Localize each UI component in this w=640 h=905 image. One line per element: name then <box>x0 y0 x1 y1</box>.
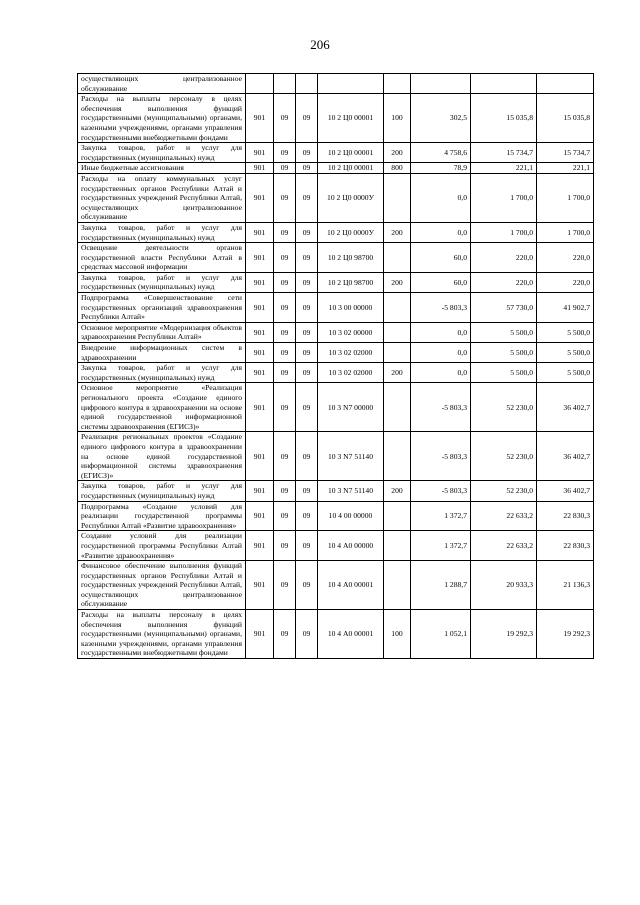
row-section-cell: 09 <box>274 561 296 610</box>
row-name-cell: Иные бюджетные ассигнования <box>78 163 246 174</box>
row-section-cell: 09 <box>274 272 296 292</box>
row-section-cell: 09 <box>274 531 296 561</box>
row-amount-1-cell: 1 372,7 <box>411 501 471 531</box>
row-amount-3-cell: 1 700,0 <box>537 222 594 242</box>
table-row <box>78 363 594 383</box>
row-grbs-cell: 901 <box>246 94 274 143</box>
row-name-cell: Освещение деятельности органов государственной власти Республики Алтай в средствах массовой информации <box>78 243 246 273</box>
row-amount-1-cell: -5 803,3 <box>411 432 471 481</box>
row-target-article-cell: 10 3 02 02000 <box>318 343 384 363</box>
row-amount-1-cell: 1 052,1 <box>411 610 471 659</box>
row-amount-3-cell: 22 830,3 <box>537 501 594 531</box>
row-subsection-cell: 09 <box>296 243 318 273</box>
table-row <box>78 143 594 163</box>
row-amount-1-cell: 0,0 <box>411 363 471 383</box>
row-subsection-cell: 09 <box>296 363 318 383</box>
table-row <box>78 322 594 342</box>
row-amount-2-cell: 15 734,7 <box>471 143 537 163</box>
row-name-cell: Закупка товаров, работ и услуг для государственных (муниципальных) нужд <box>78 143 246 163</box>
budget-table-body <box>78 74 594 659</box>
row-expense-type-cell <box>384 383 411 432</box>
row-expense-type-cell <box>384 293 411 323</box>
row-target-article-cell: 10 2 Ц0 98700 <box>318 243 384 273</box>
row-amount-2-cell: 57 730,0 <box>471 293 537 323</box>
row-amount-3-cell: 22 830,3 <box>537 531 594 561</box>
row-section-cell: 09 <box>274 163 296 174</box>
row-name-cell: Закупка товаров, работ и услуг для государственных (муниципальных) нужд <box>78 272 246 292</box>
row-amount-1-cell: 60,0 <box>411 243 471 273</box>
row-expense-type-cell <box>384 343 411 363</box>
row-grbs-cell: 901 <box>246 243 274 273</box>
row-section-cell: 09 <box>274 94 296 143</box>
row-target-article-cell: 10 2 Ц0 0000У <box>318 173 384 222</box>
row-expense-type-cell <box>384 243 411 273</box>
row-amount-1-cell: 1 288,7 <box>411 561 471 610</box>
row-amount-1-cell: 78,9 <box>411 163 471 174</box>
row-target-article-cell: 10 2 Ц0 00001 <box>318 163 384 174</box>
row-amount-3-cell: 1 700,0 <box>537 173 594 222</box>
row-amount-3-cell <box>537 74 594 94</box>
row-amount-2-cell: 22 633,2 <box>471 501 537 531</box>
row-name-cell: Расходы на выплаты персоналу в целях обеспечения выполнения функций государственными (муниципальными) органами, казенными учреждениями, органами управления государственными внебюджетными фондами <box>78 94 246 143</box>
row-expense-type-cell <box>384 432 411 481</box>
table-row <box>78 94 594 143</box>
row-target-article-cell: 10 4 А0 00001 <box>318 610 384 659</box>
row-section-cell: 09 <box>274 343 296 363</box>
row-section-cell: 09 <box>274 322 296 342</box>
row-name-cell: Основное мероприятие «Реализация регионального проекта «Создание единого цифрового контура в здравоохранении на основе единой государственной информационной системы здравоохранения (ЕГИСЗ)» <box>78 383 246 432</box>
row-grbs-cell: 901 <box>246 481 274 501</box>
row-section-cell: 09 <box>274 222 296 242</box>
row-subsection-cell: 09 <box>296 94 318 143</box>
row-section-cell: 09 <box>274 143 296 163</box>
row-amount-1-cell: 302,5 <box>411 94 471 143</box>
row-amount-3-cell: 21 136,3 <box>537 561 594 610</box>
row-expense-type-cell: 200 <box>384 363 411 383</box>
row-amount-1-cell: 0,0 <box>411 222 471 242</box>
row-section-cell: 09 <box>274 383 296 432</box>
row-subsection-cell: 09 <box>296 173 318 222</box>
row-subsection-cell: 09 <box>296 501 318 531</box>
row-amount-2-cell <box>471 74 537 94</box>
row-section-cell: 09 <box>274 481 296 501</box>
table-row <box>78 561 594 610</box>
page-number: 206 <box>310 37 330 52</box>
row-expense-type-cell <box>384 501 411 531</box>
row-subsection-cell: 09 <box>296 432 318 481</box>
table-row <box>78 243 594 273</box>
row-amount-3-cell: 220,0 <box>537 272 594 292</box>
table-row <box>78 173 594 222</box>
row-target-article-cell: 10 3 00 00000 <box>318 293 384 323</box>
row-subsection-cell: 09 <box>296 293 318 323</box>
row-expense-type-cell <box>384 173 411 222</box>
row-amount-2-cell: 5 500,0 <box>471 363 537 383</box>
row-grbs-cell: 901 <box>246 363 274 383</box>
row-amount-3-cell: 15 734,7 <box>537 143 594 163</box>
row-grbs-cell: 901 <box>246 163 274 174</box>
row-target-article-cell: 10 2 Ц0 0000У <box>318 222 384 242</box>
row-amount-1-cell: 0,0 <box>411 322 471 342</box>
row-name-cell: осуществляющих централизованное обслуживание <box>78 74 246 94</box>
row-subsection-cell: 09 <box>296 383 318 432</box>
table-row <box>78 610 594 659</box>
table-row <box>78 163 594 174</box>
row-grbs-cell: 901 <box>246 272 274 292</box>
row-subsection-cell <box>296 74 318 94</box>
row-amount-2-cell: 22 633,2 <box>471 531 537 561</box>
row-grbs-cell: 901 <box>246 561 274 610</box>
row-amount-2-cell: 15 035,8 <box>471 94 537 143</box>
row-subsection-cell: 09 <box>296 163 318 174</box>
row-amount-2-cell: 220,0 <box>471 243 537 273</box>
table-row <box>78 383 594 432</box>
row-expense-type-cell: 200 <box>384 222 411 242</box>
row-target-article-cell: 10 4 00 00000 <box>318 501 384 531</box>
row-grbs-cell: 901 <box>246 383 274 432</box>
row-amount-2-cell: 52 230,0 <box>471 383 537 432</box>
row-name-cell: Реализация региональных проектов «Создание единого цифрового контура в здравоохранении на основе единой государственной информационной системы здравоохранения (ЕГИСЗ)» <box>78 432 246 481</box>
row-grbs-cell: 901 <box>246 222 274 242</box>
row-target-article-cell: 10 4 А0 00000 <box>318 531 384 561</box>
row-amount-3-cell: 36 402,7 <box>537 383 594 432</box>
row-target-article-cell: 10 2 Ц0 98700 <box>318 272 384 292</box>
row-amount-3-cell: 36 402,7 <box>537 481 594 501</box>
row-amount-3-cell: 41 902,7 <box>537 293 594 323</box>
table-row <box>78 501 594 531</box>
row-subsection-cell: 09 <box>296 531 318 561</box>
row-amount-2-cell: 1 700,0 <box>471 222 537 242</box>
row-amount-1-cell: -5 803,3 <box>411 481 471 501</box>
row-target-article-cell: 10 3 N7 00000 <box>318 383 384 432</box>
row-expense-type-cell: 200 <box>384 143 411 163</box>
row-grbs-cell: 901 <box>246 531 274 561</box>
row-amount-3-cell: 221,1 <box>537 163 594 174</box>
row-subsection-cell: 09 <box>296 610 318 659</box>
row-subsection-cell: 09 <box>296 561 318 610</box>
row-section-cell: 09 <box>274 432 296 481</box>
row-amount-2-cell: 5 500,0 <box>471 343 537 363</box>
row-target-article-cell: 10 3 02 00000 <box>318 322 384 342</box>
row-name-cell: Основное мероприятие «Модернизация объектов здравоохранения Республики Алтай» <box>78 322 246 342</box>
row-subsection-cell: 09 <box>296 481 318 501</box>
row-name-cell: Расходы на выплаты персоналу в целях обеспечения выполнения функций государственными (муниципальными) органами, казенными учреждениями, органами управления государственными внебюджетными фондами <box>78 610 246 659</box>
row-subsection-cell: 09 <box>296 322 318 342</box>
budget-table <box>77 73 594 659</box>
table-row <box>78 432 594 481</box>
row-section-cell: 09 <box>274 501 296 531</box>
row-expense-type-cell: 200 <box>384 272 411 292</box>
row-name-cell: Финансовое обеспечение выполнения функций государственных органов Республики Алтай и государственных учреждений Республики Алтай, осуществляющих централизованное обслуживание <box>78 561 246 610</box>
row-amount-1-cell: 1 372,7 <box>411 531 471 561</box>
row-target-article-cell: 10 4 А0 00001 <box>318 561 384 610</box>
row-amount-3-cell: 36 402,7 <box>537 432 594 481</box>
row-amount-1-cell: 4 758,6 <box>411 143 471 163</box>
row-target-article-cell: 10 3 N7 51140 <box>318 481 384 501</box>
row-amount-3-cell: 15 035,8 <box>537 94 594 143</box>
row-expense-type-cell: 800 <box>384 163 411 174</box>
row-name-cell: Закупка товаров, работ и услуг для государственных (муниципальных) нужд <box>78 363 246 383</box>
row-amount-3-cell: 5 500,0 <box>537 322 594 342</box>
row-amount-1-cell: 60,0 <box>411 272 471 292</box>
row-amount-2-cell: 20 933,3 <box>471 561 537 610</box>
row-section-cell: 09 <box>274 610 296 659</box>
row-section-cell <box>274 74 296 94</box>
row-amount-2-cell: 221,1 <box>471 163 537 174</box>
row-subsection-cell: 09 <box>296 343 318 363</box>
row-amount-1-cell: 0,0 <box>411 343 471 363</box>
row-amount-2-cell: 52 230,0 <box>471 481 537 501</box>
row-target-article-cell: 10 2 Ц0 00001 <box>318 143 384 163</box>
row-name-cell: Закупка товаров, работ и услуг для государственных (муниципальных) нужд <box>78 222 246 242</box>
row-expense-type-cell <box>384 74 411 94</box>
table-row <box>78 74 594 94</box>
row-name-cell: Внедрение информационных систем в здравоохранении <box>78 343 246 363</box>
row-expense-type-cell <box>384 322 411 342</box>
row-subsection-cell: 09 <box>296 143 318 163</box>
row-name-cell: Расходы на оплату коммунальных услуг государственных органов Республики Алтай и государственных учреждений Республики Алтай, осуществляющих централизованное обслуживание <box>78 173 246 222</box>
table-row <box>78 222 594 242</box>
row-amount-1-cell: -5 803,3 <box>411 293 471 323</box>
row-subsection-cell: 09 <box>296 222 318 242</box>
row-grbs-cell: 901 <box>246 501 274 531</box>
row-expense-type-cell: 100 <box>384 94 411 143</box>
table-row <box>78 272 594 292</box>
row-name-cell: Подпрограмма «Совершенствование сети государственных организаций здравоохранения Республики Алтай» <box>78 293 246 323</box>
row-amount-3-cell: 19 292,3 <box>537 610 594 659</box>
row-amount-2-cell: 1 700,0 <box>471 173 537 222</box>
row-target-article-cell <box>318 74 384 94</box>
row-grbs-cell: 901 <box>246 343 274 363</box>
row-name-cell: Подпрограмма «Создание условий для реализации государственной программы Республики Алтай «Развитие здравоохранения» <box>78 501 246 531</box>
row-target-article-cell: 10 3 02 02000 <box>318 363 384 383</box>
row-amount-1-cell: 0,0 <box>411 173 471 222</box>
row-name-cell: Закупка товаров, работ и услуг для государственных (муниципальных) нужд <box>78 481 246 501</box>
row-section-cell: 09 <box>274 173 296 222</box>
row-section-cell: 09 <box>274 293 296 323</box>
row-expense-type-cell <box>384 531 411 561</box>
row-grbs-cell: 901 <box>246 610 274 659</box>
row-amount-2-cell: 5 500,0 <box>471 322 537 342</box>
row-name-cell: Создание условий для реализации государственной программы Республики Алтай «Развитие здравоохранения» <box>78 531 246 561</box>
row-amount-2-cell: 220,0 <box>471 272 537 292</box>
row-grbs-cell: 901 <box>246 293 274 323</box>
row-grbs-cell: 901 <box>246 143 274 163</box>
row-amount-3-cell: 220,0 <box>537 243 594 273</box>
row-section-cell: 09 <box>274 243 296 273</box>
row-target-article-cell: 10 2 Ц0 00001 <box>318 94 384 143</box>
row-expense-type-cell: 100 <box>384 610 411 659</box>
table-row <box>78 481 594 501</box>
row-amount-1-cell <box>411 74 471 94</box>
row-section-cell: 09 <box>274 363 296 383</box>
table-row <box>78 343 594 363</box>
row-amount-1-cell: -5 803,3 <box>411 383 471 432</box>
row-grbs-cell: 901 <box>246 322 274 342</box>
table-row <box>78 293 594 323</box>
row-amount-3-cell: 5 500,0 <box>537 363 594 383</box>
row-amount-3-cell: 5 500,0 <box>537 343 594 363</box>
row-target-article-cell: 10 3 N7 51140 <box>318 432 384 481</box>
row-subsection-cell: 09 <box>296 272 318 292</box>
row-amount-2-cell: 19 292,3 <box>471 610 537 659</box>
row-grbs-cell <box>246 74 274 94</box>
row-amount-2-cell: 52 230,0 <box>471 432 537 481</box>
row-expense-type-cell: 200 <box>384 481 411 501</box>
row-grbs-cell: 901 <box>246 432 274 481</box>
row-expense-type-cell <box>384 561 411 610</box>
row-grbs-cell: 901 <box>246 173 274 222</box>
table-row <box>78 531 594 561</box>
